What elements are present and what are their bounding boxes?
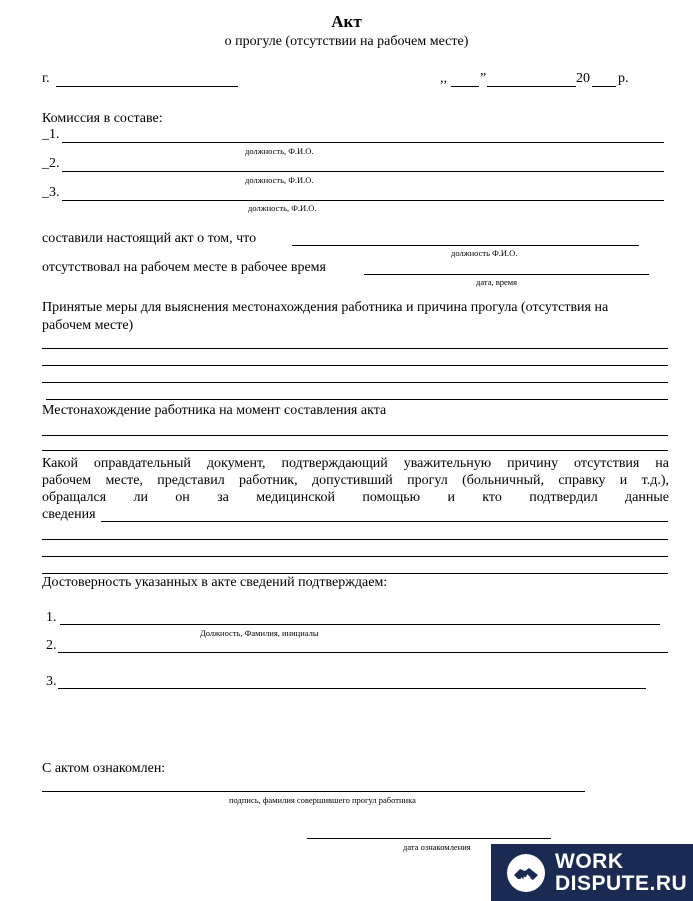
absence-datetime-field[interactable] bbox=[364, 274, 649, 275]
commission-member-number: _3. bbox=[42, 185, 60, 200]
commission-heading: Комиссия в составе: bbox=[42, 111, 163, 126]
document-question-line: рабочем месте, представил работник, допустивший прогул (больничный, справку и т.д.), bbox=[42, 473, 669, 488]
commission-member-2-field[interactable] bbox=[62, 171, 664, 172]
logo-text-dispute: DISPUTE.RU bbox=[555, 872, 688, 895]
document-field[interactable] bbox=[42, 539, 668, 540]
commission-member-caption: должность, Ф.И.О. bbox=[245, 146, 314, 156]
statement-text: составили настоящий акт о том, что bbox=[42, 231, 257, 246]
handshake-icon bbox=[507, 854, 545, 892]
location-heading: Местонахождение работника на момент составления акта bbox=[42, 403, 387, 418]
commission-member-caption: должность, Ф.И.О. bbox=[248, 203, 317, 213]
acquaintance-date-field[interactable] bbox=[307, 838, 551, 839]
logo-text-work: WORK bbox=[555, 850, 624, 873]
document-field[interactable] bbox=[101, 521, 668, 522]
employee-caption: должность Ф.И.О. bbox=[451, 248, 518, 258]
document-field[interactable] bbox=[42, 573, 668, 574]
measures-field[interactable] bbox=[42, 348, 668, 349]
signer-1-field[interactable] bbox=[60, 624, 660, 625]
document-question-line: Какой оправдательный документ, подтверждающий уважительную причину отсутствия на bbox=[42, 456, 669, 471]
document-question bbox=[42, 455, 669, 506]
date-month-field[interactable] bbox=[487, 86, 576, 87]
acquaintance-date-caption: дата ознакомления bbox=[403, 842, 471, 852]
acquaintance-signature-caption: подпись, фамилия совершившего прогул работника bbox=[229, 795, 416, 805]
commission-member-number: _1. bbox=[42, 127, 60, 142]
document-title: Акт bbox=[331, 12, 362, 31]
signer-number: 3. bbox=[46, 674, 57, 689]
absence-caption: дата, время bbox=[476, 277, 518, 287]
city-field[interactable] bbox=[56, 86, 238, 87]
absence-text: отсутствовал на рабочем месте в рабочее время bbox=[42, 260, 326, 275]
commission-member-3-field[interactable] bbox=[62, 200, 664, 201]
location-field[interactable] bbox=[42, 435, 668, 436]
acquaintance-heading: С актом ознакомлен: bbox=[42, 761, 166, 776]
signer-2-field[interactable] bbox=[58, 652, 668, 653]
document-field[interactable] bbox=[42, 556, 668, 557]
confirmation-heading: Достоверность указанных в акте сведений подтверждаем: bbox=[42, 575, 388, 590]
measures-field[interactable] bbox=[42, 382, 668, 383]
city-label: г. bbox=[42, 71, 50, 86]
location-field[interactable] bbox=[42, 450, 668, 451]
employee-field[interactable] bbox=[292, 245, 639, 246]
signer-caption: Должность, Фамилия, инициалы bbox=[200, 628, 319, 638]
date-quote-open: ,, bbox=[440, 71, 447, 86]
date-quote-close: ” bbox=[480, 71, 487, 86]
signer-3-field[interactable] bbox=[58, 688, 646, 689]
measures-field[interactable] bbox=[46, 399, 668, 400]
date-day-field[interactable] bbox=[451, 86, 479, 87]
date-year-field[interactable] bbox=[592, 86, 616, 87]
workdispute-logo bbox=[491, 844, 693, 901]
document-subtitle: о прогуле (отсутствии на рабочем месте) bbox=[224, 34, 469, 49]
year-suffix: р. bbox=[618, 71, 629, 86]
acquaintance-signature-field[interactable] bbox=[42, 791, 585, 792]
signer-number: 1. bbox=[46, 610, 57, 625]
commission-member-caption: должность, Ф.И.О. bbox=[245, 175, 314, 185]
year-prefix: 20 bbox=[576, 71, 590, 86]
document-question-line: обращался ли он за медицинской помощью и кто подтвердил данные bbox=[42, 490, 669, 505]
measures-field[interactable] bbox=[42, 365, 668, 366]
measures-heading: Принятые меры для выяснения местонахождения работника и причина прогула (отсутствия на bbox=[42, 300, 609, 315]
signer-number: 2. bbox=[46, 638, 57, 653]
commission-member-1-field[interactable] bbox=[62, 142, 664, 143]
measures-heading-continued: рабочем месте) bbox=[42, 318, 134, 333]
commission-member-number: _2. bbox=[42, 156, 60, 171]
document-question-line: сведения bbox=[42, 507, 96, 522]
